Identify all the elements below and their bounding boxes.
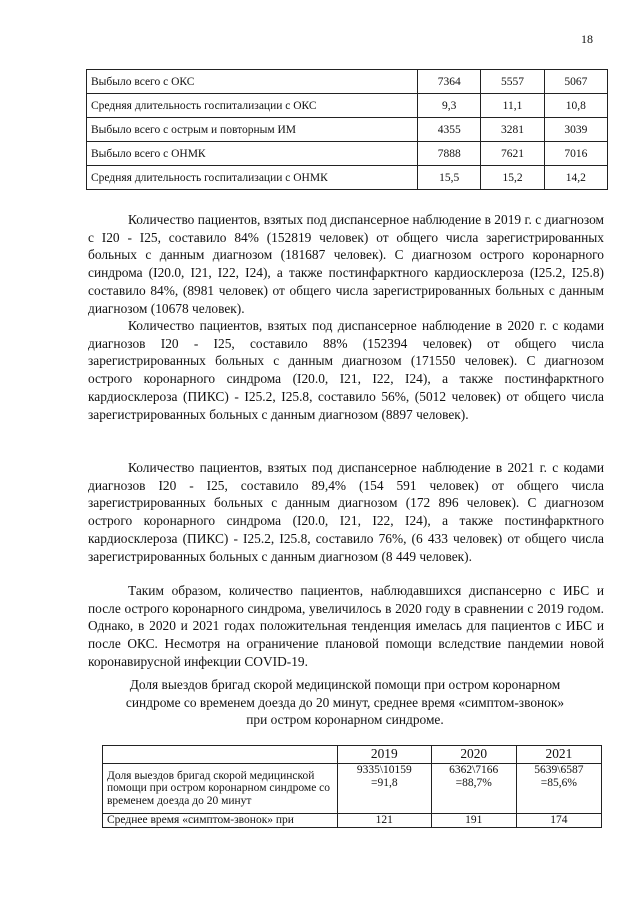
table-row: [87, 94, 608, 118]
row-label: Доля выездов бригад скорой медицинской помощи при остром коронарном синдроме со временем доезда до 20 минут: [103, 764, 338, 814]
cell-percent: =85,6%: [540, 776, 577, 789]
cell-2021: 7016: [544, 142, 607, 166]
cell-2019: 7364: [418, 70, 481, 94]
cell-2019: 9,3: [418, 94, 481, 118]
cell-2021: 174: [516, 814, 601, 828]
table-row: [103, 814, 602, 828]
cell-2020: 191: [431, 814, 516, 828]
cell-2020: [431, 764, 516, 814]
page-number: 18: [581, 32, 593, 46]
cell-ratio: 9335\10159: [356, 764, 412, 776]
cell-ratio: 6362\7166: [449, 764, 499, 776]
paragraph-2019: Количество пациентов, взятых под диспансерное наблюдение в 2019 г. с диагнозом с I20 - I25, составило 84% (152819 человек) от общего числа зарегистрированных больных с данным диагнозом (181687 человек). С диагнозом острого коронарного синдрома (I20.0, I21, I22, I24), а также постинфарктного кардиосклероза (I25.2, I25.8) составило 84%, (8981 человек) от общего числа зарегистрированных больных с данным диагнозом (10678 человек).: [88, 212, 604, 316]
table-row: [87, 166, 608, 190]
header-year: 2019: [338, 746, 432, 764]
cell-2019: 7888: [418, 142, 481, 166]
cell-2019: 4355: [418, 118, 481, 142]
cell-2020: 11,1: [481, 94, 544, 118]
row-label: Выбыло всего с ОНМК: [87, 142, 418, 166]
header-blank-cell: [103, 746, 338, 764]
cell-2021: 5067: [544, 70, 607, 94]
cell-2020: 5557: [481, 70, 544, 94]
cell-2021: [516, 764, 601, 814]
paragraph-2021: Количество пациентов, взятых под диспансерное наблюдение в 2021 г. с кодами диагнозов I20 - I25, составило 89,4% (154 591 человек) от общего числа зарегистрированных больных с данным диагнозом (172 896 человек). С диагнозом острого коронарного синдрома (I20.0, I21, I22, I24), а также постинфарктного кардиосклероза (ПИКС) - I25.2, I25.8, составило 76%, (6 433 человек) от общего числа зарегистрированных больных с данным диагнозом (8 449 человек).: [88, 460, 604, 564]
row-label: Выбыло всего с острым и повторным ИМ: [87, 118, 418, 142]
header-year: 2020: [431, 746, 516, 764]
table-row: [87, 70, 608, 94]
ambulance-stats-table: [102, 745, 602, 828]
cell-2020: 3281: [481, 118, 544, 142]
row-label: Средняя длительность госпитализации с ОКС: [87, 94, 418, 118]
table-caption: Доля выездов бригад скорой медицинской помощи при остром коронарном синдроме со временем доезда до 20 минут, среднее время «симптом-звонок» при остром коронарном синдроме.: [125, 677, 565, 728]
cell-2020: 7621: [481, 142, 544, 166]
paragraph-2020: Количество пациентов, взятых под диспансерное наблюдение в 2020 г. с кодами диагнозов I20 - I25, составило 88% (152394 человек) от общего числа зарегистрированных больных с данным диагнозом (171550 человек). С диагнозом острого коронарного синдрома (I20.0, I21, I22, I24), а также постинфарктного кардиосклероза (ПИКС) - I25.2, I25.8, составило 56%, (5012 человек) от общего числа зарегистрированных больных с данным диагнозом (8897 человек).: [88, 318, 604, 422]
table-row: [87, 142, 608, 166]
cell-2021: 10,8: [544, 94, 607, 118]
paragraph-conclusion: Таким образом, количество пациентов, наблюдавшихся диспансерно с ИБС и после острого коронарного синдрома, увеличилось в 2020 году в сравнении с 2019 годом. Однако, в 2020 и 2021 годах положительная тенденция имелась для пациентов с ИБС и после ОКС. Несмотря на ограничение плановой помощи вследствие пандемии новой коронавирусной инфекции COVID-19.: [88, 583, 604, 669]
cell-2021: 3039: [544, 118, 607, 142]
header-year: 2021: [516, 746, 601, 764]
cell-2019: 15,5: [418, 166, 481, 190]
cell-2019: 121: [338, 814, 432, 828]
table-row: [103, 764, 602, 814]
row-label: Среднее время «симптом-звонок» при: [103, 814, 338, 828]
cell-2019: [338, 764, 432, 814]
row-label: Выбыло всего с ОКС: [87, 70, 418, 94]
cell-percent: =91,8: [370, 776, 398, 789]
table-header-row: [103, 746, 602, 764]
row-label: Средняя длительность госпитализации с ОНМК: [87, 166, 418, 190]
cell-percent: =88,7%: [455, 776, 492, 789]
cell-ratio: 5639\6587: [534, 764, 584, 776]
cell-2021: 14,2: [544, 166, 607, 190]
hospitalization-stats-table: [86, 69, 608, 190]
cell-2020: 15,2: [481, 166, 544, 190]
table-row: [87, 118, 608, 142]
